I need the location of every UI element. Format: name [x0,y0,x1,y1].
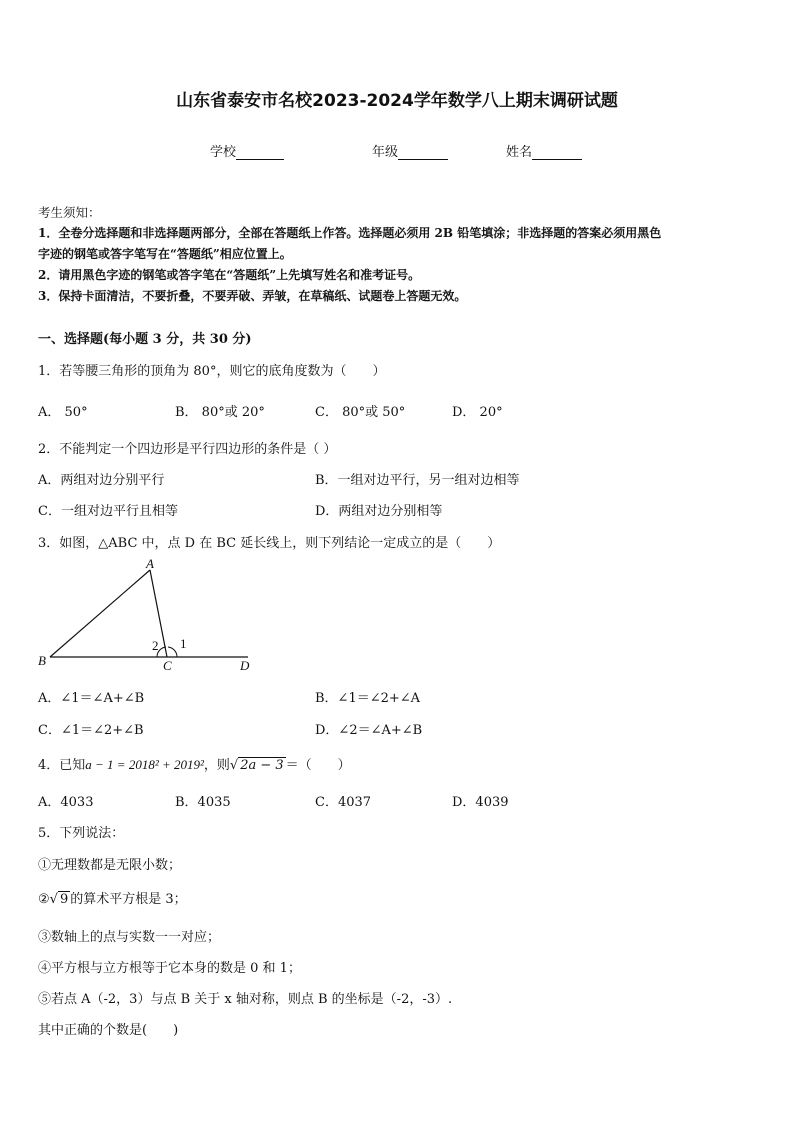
q4-option-a[interactable]: A．4033 [38,795,94,810]
label-a: A [146,556,154,571]
grade-label: 年级 [372,145,399,160]
q5-question: 其中正确的个数是( ) [38,1023,179,1038]
q3-option-a[interactable]: A．∠1＝∠A+∠B [38,691,145,706]
q5-statement-1: ①无理数都是无限小数； [38,858,182,873]
school-label: 学校 [210,145,237,160]
notice-item-1-line-2: 字迹的钢笔或答字笔写在“答题纸”相应位置上。 [38,247,292,261]
notice-item-1-line-1: 1．全卷分选择题和非选择题两部分，全部在答题纸上作答。选择题必须用 2B 铅笔填涂；非选择题的答案必须用黑色 [38,226,662,240]
q1-option-a[interactable]: A． 50° [38,405,88,420]
q4-option-d[interactable]: D．4039 [452,795,509,810]
q3-stem: 3．如图，△ABC 中，点 D 在 BC 延长线上，则下列结论一定成立的是（ ） [38,536,501,551]
school-field [210,141,284,160]
q4-stem [38,754,351,773]
grade-field [372,141,448,160]
q2-option-b[interactable]: B．一组对边平行，另一组对边相等 [315,473,520,488]
q4-suffix: ＝（ ） [285,758,351,773]
q2-option-d[interactable]: D．两组对边分别相等 [315,504,443,519]
q4-radicand: 2a − 3 [240,758,284,773]
notice-item-2: 2．请用黑色字迹的钢笔或答字笔在“答题纸”上先填写姓名和准考证号。 [38,268,421,282]
q1-option-b[interactable]: B． 80°或 20° [175,405,265,420]
triangle-figure [30,552,270,677]
sqrt-icon: √ [49,892,58,907]
q5-statement-3: ③数轴上的点与实数一一对应； [38,930,221,945]
sqrt-icon: √ [229,758,239,773]
page-title: 山东省泰安市名校2023-2024学年数学八上期末调研试题 [176,91,618,111]
grade-blank[interactable] [398,145,448,160]
q5-statement-5: ⑤若点 A（-2，3）与点 B 关于 x 轴对称，则点 B 的坐标是（-2，-3）. [38,992,453,1007]
school-blank[interactable] [236,145,284,160]
name-field [506,141,582,160]
q2-option-c[interactable]: C．一组对边平行且相等 [38,504,178,519]
q2-stem: 2．不能判定一个四边形是平行四边形的条件是（ ） [38,442,337,457]
q2-option-a[interactable]: A．两组对边分别平行 [38,473,165,488]
q4-expression: a − 1 = 2018² + 2019² [85,757,204,772]
angle-1-arc [168,647,177,657]
q3-option-d[interactable]: D．∠2＝∠A+∠B [315,723,423,738]
q4-prefix: 4．已知 [38,758,86,773]
q1-option-d[interactable]: D． 20° [452,405,503,420]
section-heading: 一、选择题(每小题 3 分，共 30 分) [38,332,252,347]
name-label: 姓名 [506,145,533,160]
q5-statement-2 [38,888,187,907]
q4-mid: ，则 [203,758,230,773]
label-c: C [163,658,172,673]
name-blank[interactable] [532,145,582,160]
q5-statement-4: ④平方根与立方根等于它本身的数是 0 和 1； [38,961,301,976]
notice-heading: 考生须知： [38,205,101,220]
label-d: D [240,658,250,673]
q5-s2-prefix: ② [38,892,50,907]
line-ba [50,570,150,657]
notice-item-3: 3．保持卡面清洁，不要折叠，不要弄破、弄皱，在草稿纸、试题卷上答题无效。 [38,289,467,303]
q5-s2-suffix: 的算术平方根是 3； [70,892,187,907]
q3-option-b[interactable]: B．∠1＝∠2+∠A [315,691,421,706]
q1-stem: 1．若等腰三角形的顶角为 80°，则它的底角度数为（ ） [38,364,386,379]
label-angle-2: 2 [152,638,159,653]
q1-option-c[interactable]: C． 80°或 50° [315,405,406,420]
label-b: B [38,653,46,668]
q4-option-b[interactable]: B．4035 [175,795,231,810]
q5-s2-radicand: 9 [59,892,69,907]
q3-option-c[interactable]: C．∠1＝∠2+∠B [38,723,144,738]
label-angle-1: 1 [180,636,187,651]
q5-stem: 5．下列说法： [38,826,125,841]
q4-option-c[interactable]: C．4037 [315,795,372,810]
